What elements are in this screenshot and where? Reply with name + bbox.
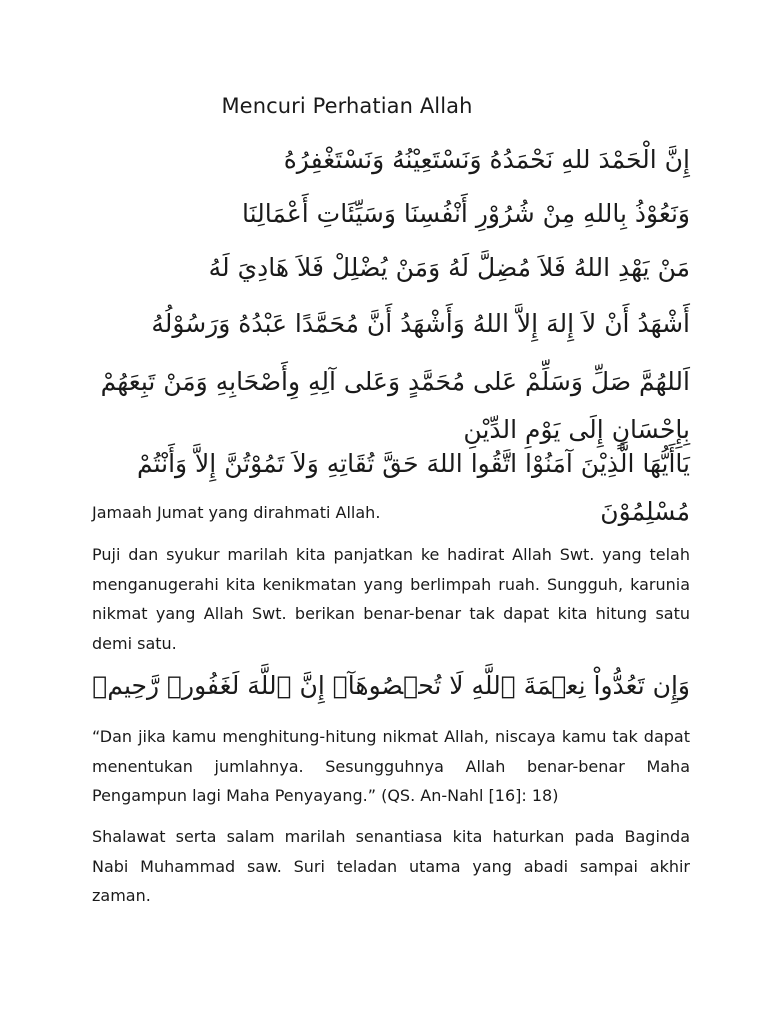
document-title: Mencuri Perhatian Allah (221, 94, 473, 118)
arabic-opening-line-6: يَاأَيُّهَا الَّذِيْنَ آمَنُوْا اتَّقُوا اللهَ حَقَّ تُقَاتِهِ وَلاَ تَمُوْتُنَّ إِلاَّ وَأَنْتُمْ مُسْلِمُوْنَ (136, 449, 690, 526)
arabic-opening-line-5: اَللهُمَّ صَلِّ وَسَلِّمْ عَلى مُحَمَّدٍ وَعَلى آلِهِ وِأَصْحَابِهِ وَمَنْ تَبِعَهُمْ بِإِحْسَانٍ إِلَى يَوْمِ الدِّيْنِ (100, 367, 690, 444)
praise-paragraph: Puji dan syukur marilah kita panjatkan ke hadirat Allah Swt. yang telah menganugerahi kita kenikmatan yang berlimpah ruah. Sungguh, karunia nikmat yang Allah Swt. berikan benar-benar tak dapat kita hitung satu demi satu. (92, 545, 690, 653)
arabic-opening-line-1: إِنَّ الْحَمْدَ للهِ نَحْمَدُهُ وَنَسْتَعِيْنُهُ وَنَسْتَغْفِرُهُ (283, 145, 690, 174)
verse-translation: “Dan jika kamu menghitung-hitung nikmat Allah, niscaya kamu tak dapat menentukan jumlahnya. Sesungguhnya Allah benar-benar Maha Pengampun lagi Maha Penyayang.” (QS. An-Nahl [16]: 18) (92, 727, 690, 805)
arabic-opening-line-4: أَشْهَدُ أَنْ لاَ إِلهَ إِلاَّ اللهُ وَأَشْهَدُ أَنَّ مُحَمَّدًا عَبْدُهُ وَرَسُوْلُهُ (151, 309, 690, 338)
arabic-opening-line-3: مَنْ يَهْدِ اللهُ فَلاَ مُضِلَّ لَهُ وَمَنْ يُضْلِلْ فَلاَ هَادِيَ لَهُ (208, 253, 690, 282)
arabic-opening-line-2: وَنَعُوْذُ بِاللهِ مِنْ شُرُوْرِ أَنْفُسِنَا وَسَيِّئَاتِ أَعْمَالِنَا (242, 199, 690, 228)
quran-verse: وَإِن تَعُدُّواْ نِعۡمَةَ ٱللَّهِ لَا تُحۡصُوهَآۗ إِنَّ ٱللَّهَ لَغَفُورٞ رَّحِيمٞ (92, 671, 690, 700)
shalawat-paragraph: Shalawat serta salam marilah senantiasa kita haturkan pada Baginda Nabi Muhammad saw. Suri teladan utama yang abadi sampai akhir zaman. (92, 827, 690, 905)
greeting-text: Jamaah Jumat yang dirahmati Allah. (92, 503, 381, 522)
